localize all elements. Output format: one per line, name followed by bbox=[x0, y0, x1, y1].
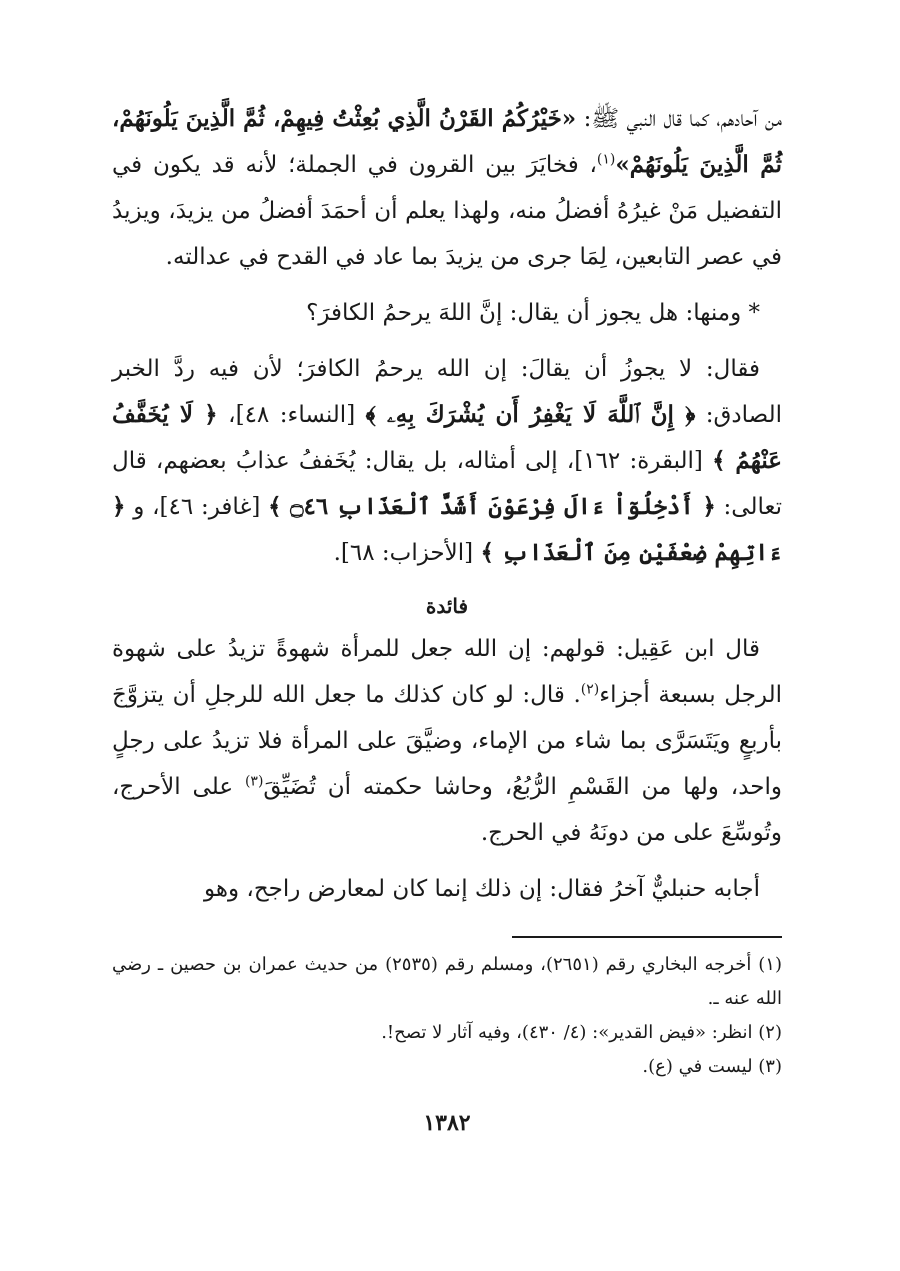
text-span: . قال: لو كان كذلك ما جعل الله للرجلِ أن يتزوَّجَ بأربعٍ ويَتَسَرَّى بما شاء من الإماء، وضيَّقَ على المرأة فلا تزيدُ على رجلٍ واحد، ولها من القَسْمِ الرُّبُعُ، وحاشا حكمته أن تُضَيِّقَ bbox=[112, 682, 782, 800]
paragraph-2: * ومنها: هل يجوز أن يقال: إنَّ اللهَ يرحمُ الكافرَ؟ bbox=[306, 300, 760, 326]
hadith-quote: «خَيْرُكُمُ القَرْنُ الَّذِي بُعِثْتُ فِيهِمْ، ثُمَّ الَّذِينَ يَلُونَهُمْ، ثُمَّ الَّذِينَ يَلُونَهُمْ» bbox=[112, 105, 783, 178]
text-span: من آحادهم، كما قال النبي ﷺ: bbox=[576, 106, 782, 132]
paragraph-3 bbox=[112, 346, 782, 576]
text-span: قال ابن عَقِيل: قولهم: إن الله جعل للمرأة شهوةً تزيدُ على شهوة الرجل بسبعة أجزاء bbox=[112, 636, 783, 708]
text-span: ، فخايَرَ بين القرون في الجملة؛ لأنه قد يكون في التفضيل مَنْ غيرُهُ أفضلُ منه، ولهذا يعلم أن أحمَدَ أفضلُ من يزيدَ، ويزيدُ في عصر التابعين، لِمَا جرى من يزيدَ بما عاد في القدح في عدالته. bbox=[112, 152, 782, 270]
footnote-ref-3: (٣) bbox=[244, 773, 264, 790]
paragraph-5: أجابه حنبليٌّ آخرُ فقال: إن ذلك إنما كان لمعارض راجح، وهو bbox=[203, 876, 760, 902]
text-span: على الأحرج، وتُوسِّعَ على من دونَهُ في الحرج. bbox=[112, 774, 782, 846]
quran-verse: ﴿ ءَاتِهِمْ ضِعْفَيْنِ مِنَ ٱلْعَذَابِ ﴾ bbox=[112, 493, 782, 566]
section-heading: فائدة bbox=[425, 594, 469, 618]
footnote-1: (١) أخرجه البخاري رقم (٢٦٥١)، ومسلم رقم (٢٥٣٥) من حديث عمران بن حصين ـ رضي الله عنه ـ. bbox=[112, 954, 782, 1009]
verse-reference: [الأحزاب: ٦٨]. bbox=[333, 540, 481, 566]
book-page bbox=[112, 96, 782, 1136]
footnote-ref-1: (١) bbox=[596, 151, 616, 168]
footnote-ref-2: (٢) bbox=[580, 681, 600, 698]
text-span: فقال: لا يجوزُ أن يقالَ: إن الله يرحمُ الكافرَ؛ لأن فيه ردَّ الخبر الصادق: bbox=[112, 356, 782, 428]
footnote-3: (٣) ليست في (ع). bbox=[642, 1056, 782, 1077]
paragraph-1 bbox=[112, 96, 782, 280]
footnote-2: (٢) انظر: «فيض القدير»: (٤/ ٤٣٠)، وفيه آثار لا تصح!. bbox=[381, 1022, 782, 1043]
main-text bbox=[112, 96, 782, 912]
quran-verse: ﴿ أَدْخِلُوٓاْ ءَالَ فِرْعَوْنَ أَشَدَّ ٱلْعَذَابِ ۝٤٦ ﴾ bbox=[268, 493, 716, 520]
footnote-divider bbox=[512, 936, 782, 938]
page-number: ١٣٨٢ bbox=[423, 1110, 471, 1136]
quran-verse: ﴿ لَا يُخَفَّفُ عَنْهُمُ ﴾ bbox=[112, 401, 783, 474]
footnotes bbox=[112, 948, 782, 1084]
verse-reference: [النساء: ٤٨]، bbox=[217, 402, 366, 428]
text-span: [البقرة: ١٦٢]، إلى أمثاله، بل يقال: يُخَففُ عذابُ بعضهم، قال تعالى: bbox=[112, 448, 782, 520]
verse-reference: [غافر: ٤٦]، و bbox=[125, 494, 269, 520]
paragraph-4 bbox=[112, 626, 782, 856]
quran-verse: ﴿ إِنَّ ٱللَّهَ لَا يَغْفِرُ أَن يُشْرَكَ بِهِۦ ﴾ bbox=[365, 401, 696, 428]
